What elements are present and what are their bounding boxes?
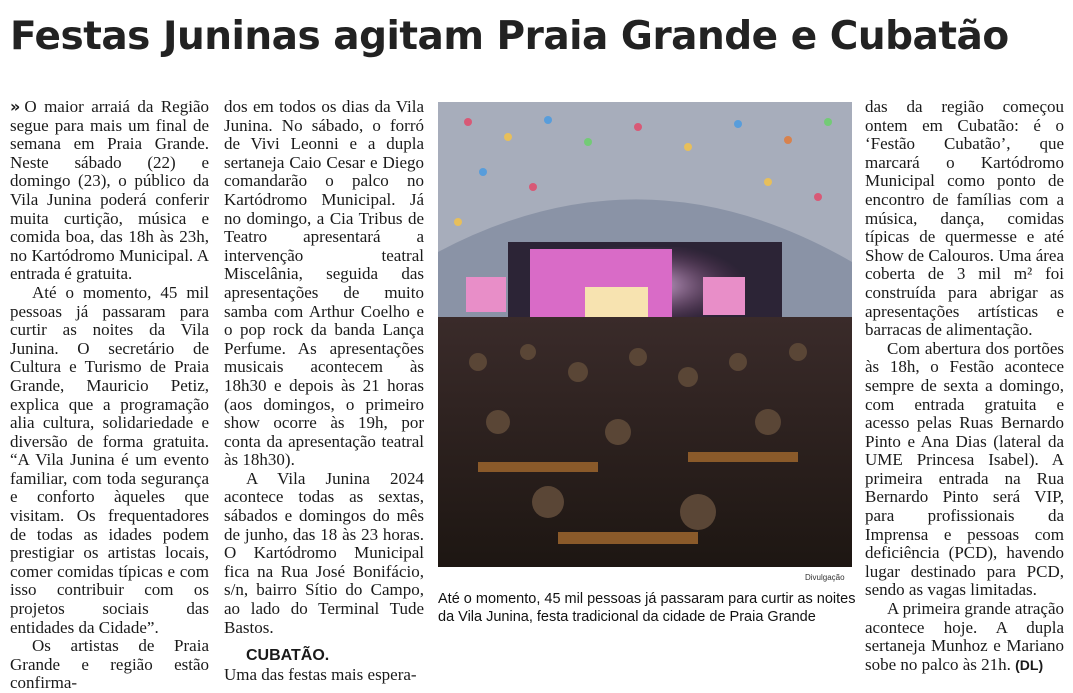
- paragraph: Com abertura dos portões às 18h, o Festão acontece sempre de sexta a domingo, com entrada gratuita e acesso pelas Ruas Bernardo Pinto e Ana Dias (lateral da UME Princesa Isabel). A primeira entrada na Rua Bernardo Pinto será VIP, para profissionais da Imprensa e pessoas com deficiência (PCD), havendo lugar destinado para PCD, sendo as vagas limitadas.: [865, 338, 1064, 600]
- paragraph: dos em todos os dias da Vila Junina. No sábado, o forró de Vivi Leonni e a dupla sertaneja Caio Cesar e Diego comandarão o palco no Kartódromo Municipal. Já no domingo, a Cia Tribus de Teatro apresentará a intervenção teatral Miscelânia, seguida das apresentações de muito samba com Arthur Coelho e o pop rock da banda Lança Perfume. As apresentações musicais acontecem às 18h30 e depois às 21 horas (aos domingos, o primeiro show ocorre às 19h, por conta da apresentação teatral às 18h30).: [224, 97, 424, 470]
- lead-paragraph: [10, 98, 209, 284]
- photo-credit: Divulgação: [805, 573, 845, 582]
- paragraph: [865, 600, 1064, 674]
- paragraph: Os artistas de Praia Grande e região estão confirma-: [10, 636, 209, 693]
- closing-text: A primeira grande atração acontece hoje. A dupla sertaneja Munhoz e Mariano sobe no palco às 21h.: [865, 599, 1064, 674]
- article-column-4: [865, 98, 1064, 674]
- author-signature: (DL): [1015, 656, 1044, 673]
- paragraph: Até o momento, 45 mil pessoas já passaram para curtir as noites da Vila Junina. O secretário de Cultura e Turismo de Praia Grande, Mauricio Petiz, explica que a programação alia cultura, solidariedade e diversão de forma gratuita. “A Vila Junina é um evento familiar, com toda segurança e conforto àqueles que visitam. Os frequentadores de todas as idades podem prestigiar os artistas locais, comer comidas típicas e com isso contribuir com os projetos sociais das entidades da Cidade”.: [10, 282, 209, 637]
- festival-photo: [438, 102, 852, 567]
- paragraph: A Vila Junina 2024 acontece todas as sextas, sábados e domingos do mês de junho, das 18 às 23 horas. O Kartódromo Municipal fica na Rua José Bonifácio, s/n, bairro Sítio do Campo, ao lado do Terminal Tude Bastos.: [224, 468, 424, 637]
- lead-text: O maior arraiá da Região segue para mais um final de semana em Praia Grande. Neste sábado (22) e domingo (23), o público da Vila Junina poderá conferir muita curtição, música e comida boa, das 18h às 23h, no Kartódromo Municipal. A entrada é gratuita.: [10, 97, 209, 284]
- paragraph: Uma das festas mais espera-: [224, 664, 417, 684]
- section-subhead: CUBATÃO.: [246, 647, 330, 665]
- paragraph: das da região começou ontem em Cubatão: é o ‘Festão Cubatão’, que marcará o Kartódromo Municipal como ponto de encontro de famílias com a música, dança, comidas típicas de quermesse e até Show de Calouros. Uma área coberta de 3 mil m² foi construída para abrigar as apresentações artísticas e barracas de alimentação.: [865, 97, 1064, 340]
- lead-arrow-icon: »: [10, 97, 21, 116]
- article-column-2: [224, 98, 424, 684]
- photo-caption: Até o momento, 45 mil pessoas já passaram para curtir as noites da Vila Junina, festa tradicional da cidade de Praia Grande: [438, 591, 856, 625]
- article-column-1: [10, 98, 209, 693]
- headline: Festas Juninas agitam Praia Grande e Cubatão: [10, 14, 1009, 59]
- festival-crowd-image: [438, 102, 852, 567]
